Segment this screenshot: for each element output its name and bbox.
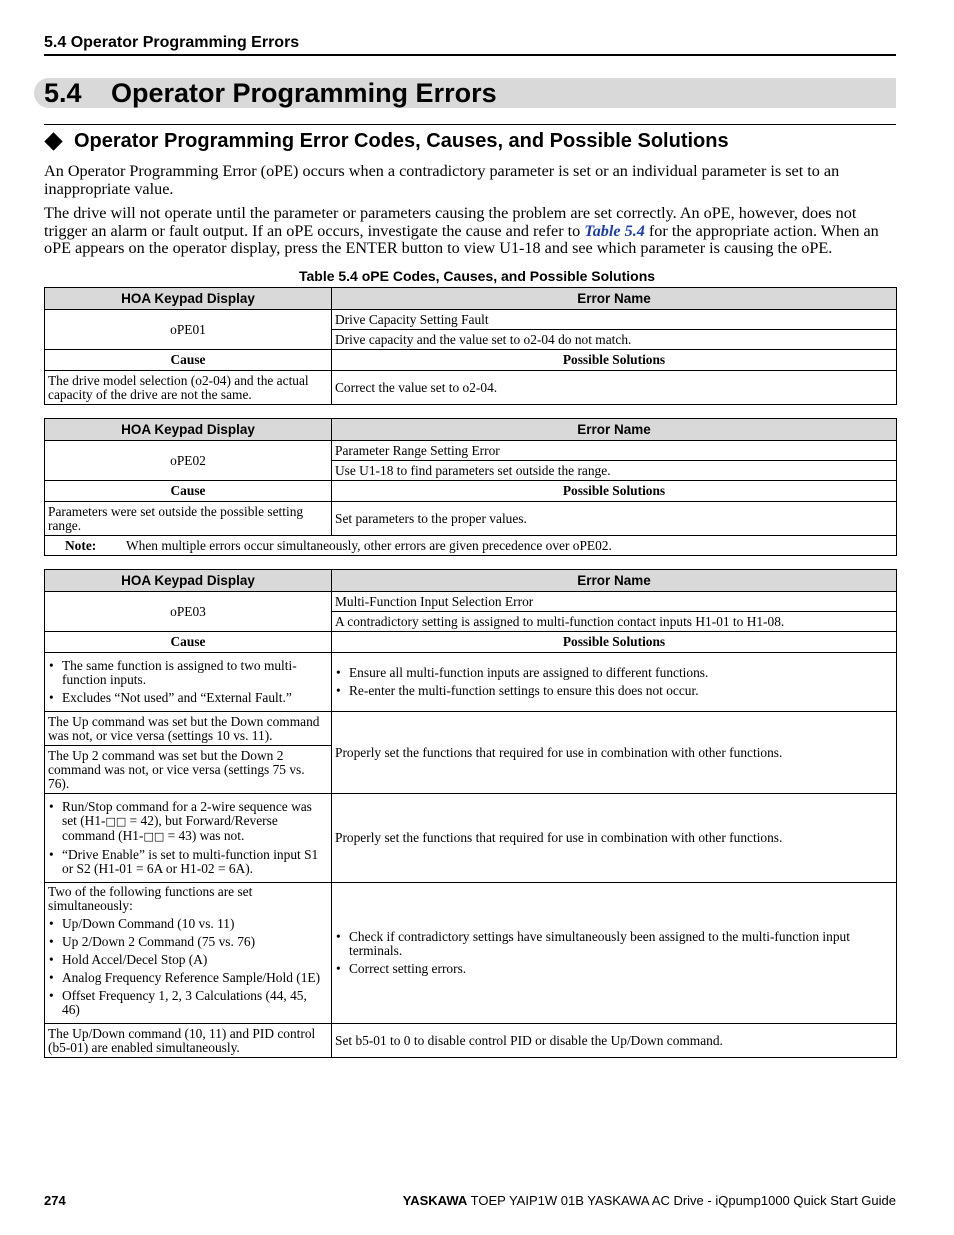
ope01-cause: The drive model selection (o2-04) and the actual capacity of the drive are not the same.	[45, 371, 332, 405]
section-title	[44, 77, 497, 109]
ope03-table	[44, 569, 897, 1058]
ope03-row2-cause-a: The Up command was set but the Down command was not, or vice versa (settings 10 vs. 11).	[45, 712, 332, 746]
list-item: • Analog Frequency Reference Sample/Hold (1E)	[48, 971, 328, 985]
error-name-header: Error Name	[332, 288, 897, 310]
page-number: 274	[44, 1193, 66, 1208]
header-rule	[44, 54, 896, 56]
running-header: 5.4 Operator Programming Errors	[44, 34, 300, 51]
solutions-header: Possible Solutions	[332, 350, 897, 371]
cause-header: Cause	[45, 632, 332, 653]
subheading-text: Operator Programming Error Codes, Causes, and Possible Solutions	[74, 130, 729, 152]
list-item: • Correct setting errors.	[335, 962, 893, 976]
box-symbol-icon: □□	[105, 815, 127, 828]
table-caption: Table 5.4 oPE Codes, Causes, and Possible Solutions	[298, 268, 656, 284]
cause-text: Run/Stop command for a 2-wire sequence was set (H1-	[62, 799, 312, 828]
ope03-row2-solution: Properly set the functions that required for use in combination with other functions.	[332, 712, 897, 794]
subheading	[44, 129, 729, 153]
list-item: • Offset Frequency 1, 2, 3 Calculations (44, 45, 46)	[48, 989, 328, 1017]
list-item: • Up/Down Command (10 vs. 11)	[48, 917, 328, 931]
box-symbol-icon: □□	[143, 830, 165, 843]
ope02-solution: Set parameters to the proper values.	[332, 502, 897, 536]
section-title-text: Operator Programming Errors	[111, 78, 497, 108]
ope03-row5-cause: The Up/Down command (10, 11) and PID control (b5-01) are enabled simultaneously.	[45, 1024, 332, 1058]
ope03-row4-cause	[45, 883, 332, 1024]
list-item: • Excludes “Not used” and “External Fault.”	[48, 691, 328, 705]
list-item: • Up 2/Down 2 Command (75 vs. 76)	[48, 935, 328, 949]
ope03-row2-cause-b: The Up 2 command was set but the Down 2 command was not, or vice versa (settings 75 vs. 76).	[45, 746, 332, 794]
ope03-desc: A contradictory setting is assigned to multi-function contact inputs H1-01 to H1-08.	[332, 612, 897, 632]
note-label: Note:	[65, 537, 97, 553]
ope03-row1-cause	[45, 653, 332, 712]
display-header: HOA Keypad Display	[45, 419, 332, 441]
ope01-desc: Drive capacity and the value set to o2-04 do not match.	[332, 330, 897, 350]
ope02-table	[44, 418, 897, 556]
ope01-code: oPE01	[45, 310, 332, 350]
display-header: HOA Keypad Display	[45, 570, 332, 592]
list-item: • Re-enter the multi-function settings to ensure this does not occur.	[335, 684, 893, 698]
title-rule	[44, 124, 896, 125]
ope03-name: Multi-Function Input Selection Error	[332, 592, 897, 612]
list-item: • The same function is assigned to two multi-function inputs.	[48, 659, 328, 687]
footer-doc-title	[403, 1193, 896, 1208]
explanation-text-1: The drive will not operate until the parameter or parameters causing the problem are set correctly. An oPE, however, does not trigger an alarm or fault output. If an oPE occurs, investigate the cause and refer to	[44, 204, 857, 240]
ope03-row1-solution	[332, 653, 897, 712]
solutions-header: Possible Solutions	[332, 632, 897, 653]
list-item: • “Drive Enable” is set to multi-function input S1 or S2 (H1-01 = 6A or H1-02 = 6A).	[48, 848, 328, 876]
ope01-name: Drive Capacity Setting Fault	[332, 310, 897, 330]
table-reference-link[interactable]: Table 5.4	[584, 221, 645, 240]
list-item: • Ensure all multi-function inputs are assigned to different functions.	[335, 666, 893, 680]
footer-brand: YASKAWA	[402, 1193, 468, 1208]
error-name-header: Error Name	[332, 419, 897, 441]
ope01-solution: Correct the value set to o2-04.	[332, 371, 897, 405]
ope02-desc: Use U1-18 to find parameters set outside the range.	[332, 461, 897, 481]
section-number: 5.4	[44, 78, 82, 108]
ope03-code: oPE03	[45, 592, 332, 632]
ope03-row4-solution	[332, 883, 897, 1024]
ope02-name: Parameter Range Setting Error	[332, 441, 897, 461]
list-item: • Check if contradictory settings have simultaneously been assigned to the multi-function input terminals.	[335, 930, 893, 958]
cause-text: = 42), but Forward/Reverse command (H1-	[62, 813, 278, 843]
ope02-cause: Parameters were set outside the possible setting range.	[45, 502, 332, 536]
ope03-row5-solution: Set b5-01 to 0 to disable control PID or disable the Up/Down command.	[332, 1024, 897, 1058]
cause-header: Cause	[45, 350, 332, 371]
solutions-header: Possible Solutions	[332, 481, 897, 502]
ope02-note	[45, 536, 897, 556]
diamond-bullet-icon	[44, 132, 62, 150]
intro-paragraph: An Operator Programming Error (oPE) occurs when a contradictory parameter is set or an individual parameter is set to an inappropriate value.	[44, 162, 840, 198]
cause-text: = 43) was not.	[164, 828, 245, 843]
explanation-paragraph	[44, 205, 900, 258]
error-name-header: Error Name	[332, 570, 897, 592]
ope03-row3-cause	[45, 794, 332, 883]
display-header: HOA Keypad Display	[45, 288, 332, 310]
note-text: When multiple errors occur simultaneously, other errors are given precedence over oPE02.	[126, 537, 612, 553]
cause-intro: Two of the following functions are set simultaneously:	[48, 884, 253, 913]
list-item	[48, 800, 328, 844]
ope03-row3-solution: Properly set the functions that required for use in combination with other functions.	[332, 794, 897, 883]
ope02-code: oPE02	[45, 441, 332, 481]
cause-header: Cause	[45, 481, 332, 502]
explanation-text-2: for the appropriate action. When an oPE appears on the operator display, press the ENTER button to view U1-18 and see which parameter is causing the oPE.	[44, 221, 879, 257]
footer-doc: TOEP YAIP1W 01B YASKAWA AC Drive - iQpump1000 Quick Start Guide	[470, 1193, 896, 1208]
list-item: • Hold Accel/Decel Stop (A)	[48, 953, 328, 967]
ope01-table	[44, 287, 897, 405]
